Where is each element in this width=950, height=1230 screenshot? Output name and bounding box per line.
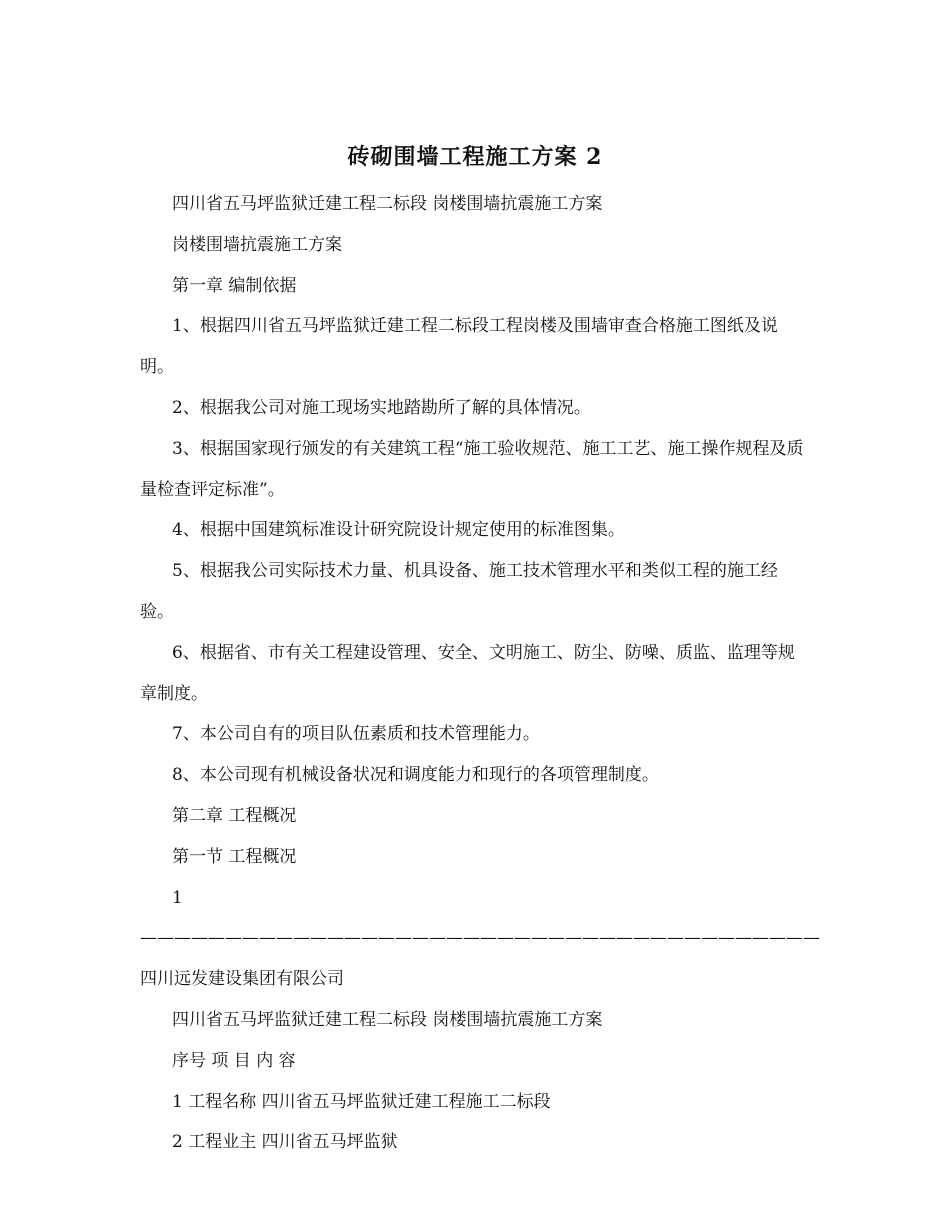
page-footer-line: 1 ————————————————————————————————————————四川远发建设集团有限公司: [140, 887, 820, 990]
table-row-project-owner: 2 工程业主 四川省五马坪监狱: [172, 1132, 398, 1153]
paragraph-project-header: 四川省五马坪监狱迁建工程二标段 岗楼围墙抗震施工方案: [172, 194, 603, 214]
table-row-project-name: 1 工程名称 四川省五马坪监狱迁建工程施工二标段: [172, 1091, 551, 1112]
basis-item-1: 1、根据四川省五马坪监狱迁建工程二标段工程岗楼及围墙审查合格施工图纸及说明。: [140, 316, 778, 378]
basis-item-8: 8、本公司现有机械设备状况和调度能力和现行的各项管理制度。: [172, 765, 659, 786]
table-header-row: 序号 项 目 内 容: [172, 1050, 296, 1071]
document-title: 砖砌围墙工程施工方案 2: [347, 144, 603, 170]
chapter-2-heading: 第二章 工程概况: [172, 805, 297, 826]
document-body: [140, 184, 820, 1163]
section-1-heading: 第一节 工程概况: [172, 846, 297, 867]
basis-item-4: 4、根据中国建筑标准设计研究院设计规定使用的标准图集。: [172, 520, 625, 541]
paragraph-plan-name: 岗楼围墙抗震施工方案: [172, 234, 342, 255]
basis-item-5: 5、根据我公司实际技术力量、机具设备、施工技术管理水平和类似工程的施工经验。: [140, 561, 778, 622]
basis-item-3: 3、根据国家现行颁发的有关建筑工程“施工验收规范、施工工艺、施工操作规程及质量检查评定标准”。: [140, 438, 804, 500]
basis-item-6: 6、根据省、市有关工程建设管理、安全、文明施工、防尘、防噪、质监、监理等规章制度。: [140, 642, 795, 704]
paragraph-project-header-repeat: 四川省五马坪监狱迁建工程二标段 岗楼围墙抗震施工方案: [172, 1009, 603, 1030]
basis-item-7: 7、本公司自有的项目队伍素质和技术管理能力。: [172, 724, 540, 745]
chapter-1-heading: 第一章 编制依据: [172, 275, 297, 296]
basis-item-2: 2、根据我公司对施工现场实地踏勘所了解的具体情况。: [172, 397, 591, 418]
